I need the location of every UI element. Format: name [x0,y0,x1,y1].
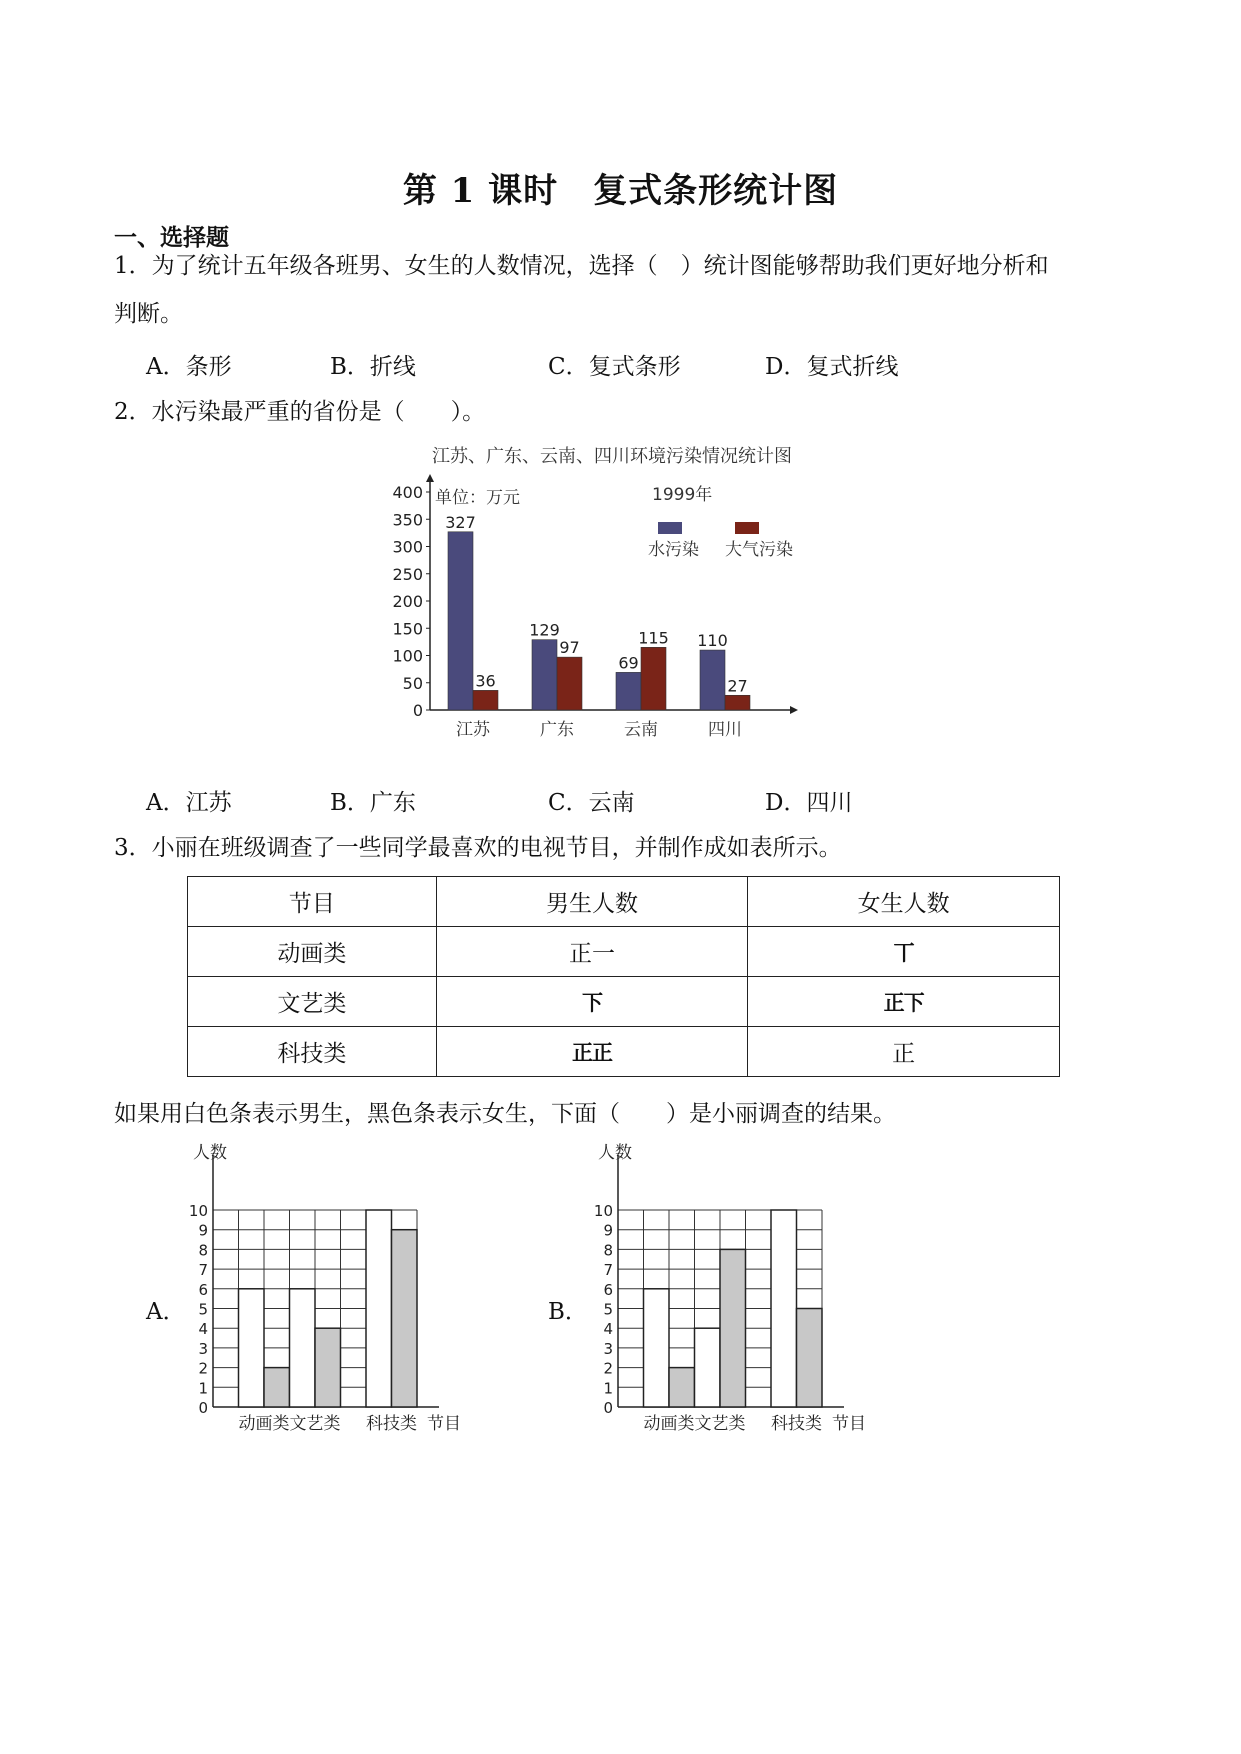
y-tick-label: 6 [198,1280,208,1299]
bar [700,650,725,710]
y-tick-label: 9 [603,1221,613,1240]
bar-value-label: 69 [618,653,639,673]
y-tick-label: 7 [198,1261,208,1280]
y-tick-label: 5 [603,1300,613,1319]
table-row [188,1027,1060,1077]
x-tick-label: 文艺类 [289,1414,341,1434]
x-tick-label: 科技类 [366,1414,417,1434]
table-header-row [188,877,1060,927]
y-tick-label: 150 [392,619,423,639]
bar [644,1289,670,1407]
y-axis-label: 人数 [193,1143,227,1163]
x-tick-label: 云南 [624,720,658,740]
bar-value-label: 36 [475,671,496,691]
y-tick-label: 250 [392,564,423,584]
bar-value-label: 27 [727,676,748,696]
table-row [188,977,1060,1027]
q2-text: 2．水污染最严重的省份是（ ）。 [114,399,486,425]
q1-option-d[interactable]: D．复式折线 [765,354,899,380]
bar [557,657,582,710]
bar [366,1210,392,1407]
table-header-cell: 女生人数 [748,877,1060,927]
y-tick-label: 50 [402,673,423,693]
table-header-cell: 男生人数 [436,877,748,927]
x-tick-label: 四川 [708,720,742,740]
pollution-chart [390,470,810,760]
bar [771,1210,797,1407]
bar-value-label: 97 [559,638,580,658]
bar [473,690,498,710]
bar [797,1309,823,1408]
x-axis-label: 节目 [832,1414,866,1434]
x-tick-label: 江苏 [456,720,490,740]
y-tick-label: 1 [603,1379,613,1398]
y-tick-label: 0 [412,701,423,720]
table-cell: 科技类 [188,1027,437,1077]
y-tick-label: 3 [198,1339,208,1358]
table-cell: 正 [748,1027,1060,1077]
y-tick-label: 10 [593,1202,613,1220]
table-cell: 丅 [748,927,1060,977]
y-tick-label: 5 [198,1300,208,1319]
bar [532,640,557,710]
bar-value-label: 110 [697,631,728,651]
table-cell: 下 [436,977,748,1027]
bar [315,1328,341,1407]
y-axis-label: 人数 [598,1143,632,1163]
grid-chart-a[interactable] [180,1135,510,1435]
q1-option-b[interactable]: B．折线 [330,354,416,380]
bar [616,672,641,710]
x-tick-label: 动画类 [238,1414,290,1434]
y-tick-label: 200 [392,592,423,611]
grid-chart-b[interactable] [585,1135,915,1445]
y-tick-label: 4 [603,1320,613,1339]
y-tick-label: 8 [198,1241,208,1260]
y-tick-label: 1 [198,1379,208,1398]
x-tick-label: 科技类 [771,1414,822,1434]
q1-option-c[interactable]: C．复式条形 [548,354,681,380]
bar-value-label: 115 [638,628,669,648]
q2-option-d[interactable]: D．四川 [765,790,853,816]
legend-swatch [658,522,682,534]
y-tick-label: 9 [198,1221,208,1240]
bar [720,1249,746,1407]
x-axis-label: 节目 [427,1414,461,1434]
bar [695,1328,721,1407]
bar [392,1230,418,1407]
bar [290,1289,316,1407]
q3-question: 如果用白色条表示男生，黑色条表示女生，下面（ ）是小丽调查的结果。 [114,1101,896,1127]
bar [448,532,473,710]
q1-option-a[interactable]: A．条形 [146,354,232,380]
y-axis-arrow [426,474,434,482]
q1-line1: 1．为了统计五年级各班男、女生的人数情况，选择（ ）统计图能够帮助我们更好地分析和 [114,253,1049,279]
y-tick-label: 0 [198,1399,208,1417]
y-tick-label: 7 [603,1261,613,1280]
pollution-chart-title: 江苏、广东、云南、四川环境污染情况统计图 [432,446,792,467]
bar-value-label: 129 [529,620,560,640]
table-cell: 正下 [748,977,1060,1027]
legend-label: 水污染 [648,540,699,560]
x-tick-label: 文艺类 [694,1414,746,1434]
y-tick-label: 400 [392,483,423,502]
table-cell: 动画类 [188,927,437,977]
x-axis-arrow [790,706,798,714]
legend-label: 大气污染 [725,540,793,560]
bar-value-label: 327 [445,512,476,532]
y-tick-label: 4 [198,1320,208,1339]
y-tick-label: 3 [603,1339,613,1358]
q3-option-b-label[interactable]: B． [548,1299,588,1325]
y-tick-label: 10 [188,1202,208,1220]
x-tick-label: 动画类 [643,1414,695,1434]
table-cell: 正正 [436,1027,748,1077]
y-tick-label: 0 [603,1399,613,1417]
q1-line2: 判断。 [114,301,183,327]
q2-option-c[interactable]: C．云南 [548,790,635,816]
y-tick-label: 8 [603,1241,613,1260]
y-tick-label: 300 [392,537,423,557]
bar [641,647,666,710]
q2-option-a[interactable]: A．江苏 [146,790,232,816]
y-tick-label: 2 [198,1359,208,1378]
q3-option-a-label[interactable]: A． [146,1299,186,1325]
legend-swatch [735,522,759,534]
table-cell: 正一 [436,927,748,977]
q3-text: 3．小丽在班级调查了一些同学最喜欢的电视节目，并制作成如表所示。 [114,835,842,861]
y-tick-label: 350 [392,510,423,530]
bar [669,1368,695,1407]
y-tick-label: 6 [603,1280,613,1299]
unit-label: 单位：万元 [435,488,520,508]
table-header-cell: 节目 [188,877,437,927]
section-heading: 一、选择题 [114,224,229,251]
bar [725,695,750,710]
q2-option-b[interactable]: B．广东 [330,790,416,816]
table-cell: 文艺类 [188,977,437,1027]
bar [239,1289,265,1407]
legend-title: 1999年 [652,485,713,505]
x-tick-label: 广东 [540,720,574,740]
y-tick-label: 2 [603,1359,613,1378]
table-row [188,927,1060,977]
y-tick-label: 100 [392,646,423,666]
page-title: 第 1 课时 复式条形统计图 [402,171,839,211]
tv-survey-table [187,876,1060,1077]
bar [264,1368,290,1407]
